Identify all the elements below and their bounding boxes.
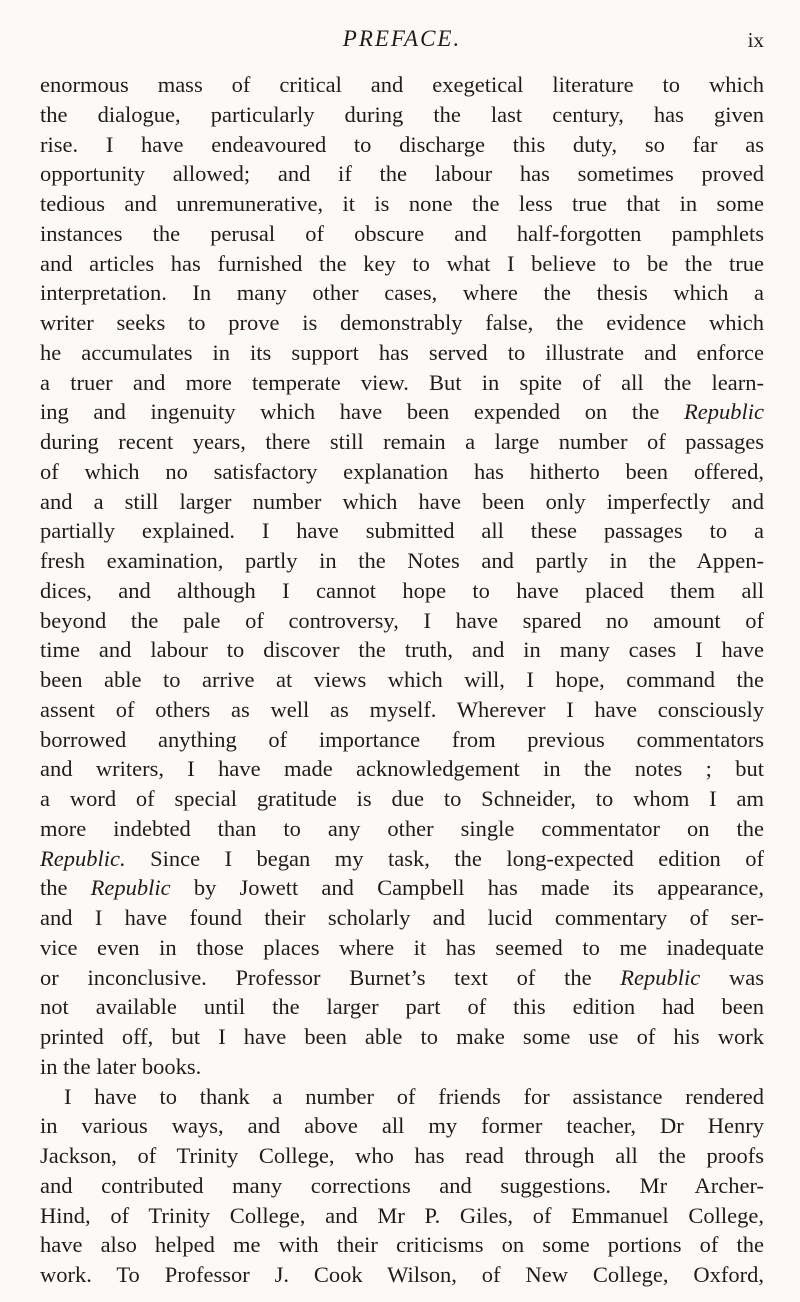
text-line xyxy=(40,100,764,130)
text-segment: borrowed anything of importance from previous commentators xyxy=(40,726,764,752)
text-segment: during recent years, there still remain a large number of passages xyxy=(40,429,764,454)
text-segment: writer seeks to prove is demonstrably false, the evidence which xyxy=(40,310,764,335)
text-segment: been able to arrive at views which will, I hope, command the xyxy=(40,667,764,692)
text-line xyxy=(40,397,764,427)
text-line xyxy=(40,278,764,308)
page-number: ix xyxy=(747,28,764,52)
text-line xyxy=(40,992,764,1022)
running-head xyxy=(40,26,764,56)
italic-title: Republic xyxy=(684,399,764,425)
text-segment: have also helped me with their criticisms on some portions of the xyxy=(40,1232,764,1258)
text-line xyxy=(40,308,764,338)
text-segment: enormous mass of critical and exegetical literature to which xyxy=(40,72,764,97)
text-segment: assent of others as well as myself. Wherever I have consciously xyxy=(40,696,764,722)
text-segment: partially explained. I have submitted all these passages to a xyxy=(40,518,764,544)
text-line xyxy=(40,873,764,903)
text-segment: in various ways, and above all my former teacher, Dr Henry xyxy=(40,1113,764,1139)
text-line xyxy=(40,665,764,695)
text-segment: time and labour to discover the truth, and in many cases I have xyxy=(40,637,764,663)
text-line xyxy=(40,457,764,487)
text-segment: and articles has furnished the key to what I believe to be the true xyxy=(40,250,764,276)
text-segment: not available until the larger part of this edition had been xyxy=(40,994,764,1020)
text-segment: rise. I have endeavoured to discharge this duty, so far as xyxy=(40,131,764,157)
text-segment: opportunity allowed; and if the labour has sometimes proved xyxy=(40,161,764,187)
text-line xyxy=(40,130,764,160)
text-segment: beyond the pale of controversy, I have spared no amount of xyxy=(40,607,764,633)
text-segment: and contributed many corrections and suggestions. Mr Archer- xyxy=(40,1172,764,1198)
text-line xyxy=(40,1052,764,1082)
text-line xyxy=(40,1111,764,1141)
text-line xyxy=(40,368,764,398)
text-line xyxy=(40,487,764,517)
text-line xyxy=(40,933,764,963)
text-segment: dices, and although I cannot hope to have placed them all xyxy=(40,577,764,603)
body-text xyxy=(40,70,764,1290)
text-segment: the xyxy=(40,875,91,901)
text-segment: the dialogue, particularly during the last century, has given xyxy=(40,101,764,127)
text-line xyxy=(40,70,764,100)
text-line xyxy=(40,1230,764,1260)
text-segment: ing and ingenuity which have been expended on the xyxy=(40,399,685,425)
text-segment: vice even in those places where it has seemed to me inadequate xyxy=(40,934,764,960)
text-line xyxy=(40,576,764,606)
text-segment: fresh examination, partly in the Notes and partly in the Appen- xyxy=(40,548,764,573)
text-line xyxy=(40,427,764,457)
italic-title: Republic xyxy=(620,964,701,990)
text-line xyxy=(40,546,764,576)
text-line xyxy=(40,695,764,725)
text-line xyxy=(40,1260,764,1290)
text-line xyxy=(40,784,764,814)
text-segment: and I have found their scholarly and lucid commentary of ser- xyxy=(40,905,764,930)
text-line xyxy=(40,219,764,249)
text-line xyxy=(40,159,764,189)
text-segment: of which no satisfactory explanation has hitherto been offered, xyxy=(40,458,764,484)
text-segment: was xyxy=(700,964,764,990)
text-line xyxy=(40,1082,764,1112)
text-line xyxy=(40,338,764,368)
running-title: PREFACE. xyxy=(342,26,462,51)
text-segment: Since I began my task, the long-expected edition of xyxy=(125,845,764,871)
text-segment: in the later books. xyxy=(40,1053,202,1079)
text-segment: he accumulates in its support has served to illustrate and enforce xyxy=(40,339,764,365)
text-segment: Hind, of Trinity College, and Mr P. Giles, of Emmanuel College, xyxy=(40,1202,764,1228)
text-line xyxy=(40,844,764,874)
text-line xyxy=(40,1141,764,1171)
text-line xyxy=(40,963,764,993)
text-segment: and a still larger number which have been only imperfectly and xyxy=(40,488,764,514)
text-segment: tedious and unremunerative, it is none the less true that in some xyxy=(40,191,764,216)
text-segment: or inconclusive. Professor Burnet’s text of the xyxy=(40,964,621,990)
text-segment: I have to thank a number of friends for assistance rendered xyxy=(64,1083,764,1109)
text-line xyxy=(40,1171,764,1201)
text-segment: by Jowett and Campbell has made its appearance, xyxy=(170,875,764,901)
text-segment: and writers, I have made acknowledgement in the notes ; but xyxy=(40,756,764,782)
text-line xyxy=(40,635,764,665)
italic-title: Republic. xyxy=(40,845,126,871)
text-line xyxy=(40,814,764,844)
text-line xyxy=(40,903,764,933)
text-segment: printed off, but I have been able to make some use of his work xyxy=(40,1024,764,1049)
text-segment: a truer and more temperate view. But in spite of all the learn- xyxy=(40,369,764,395)
text-line xyxy=(40,606,764,636)
text-segment: instances the perusal of obscure and half-forgotten pamphlets xyxy=(40,220,764,246)
text-line xyxy=(40,516,764,546)
text-line xyxy=(40,1201,764,1231)
text-segment: work. To Professor J. Cook Wilson, of New College, Oxford, xyxy=(40,1262,764,1287)
text-line xyxy=(40,189,764,219)
text-segment: interpretation. In many other cases, where the thesis which a xyxy=(40,280,764,306)
text-line xyxy=(40,249,764,279)
text-segment: a word of special gratitude is due to Schneider, to whom I am xyxy=(40,786,764,811)
text-segment: more indebted than to any other single commentator on the xyxy=(40,815,764,841)
text-line xyxy=(40,1022,764,1052)
italic-title: Republic xyxy=(90,875,171,901)
text-line xyxy=(40,725,764,755)
text-segment: Jackson, of Trinity College, who has read through all the proofs xyxy=(40,1143,764,1168)
text-line xyxy=(40,754,764,784)
